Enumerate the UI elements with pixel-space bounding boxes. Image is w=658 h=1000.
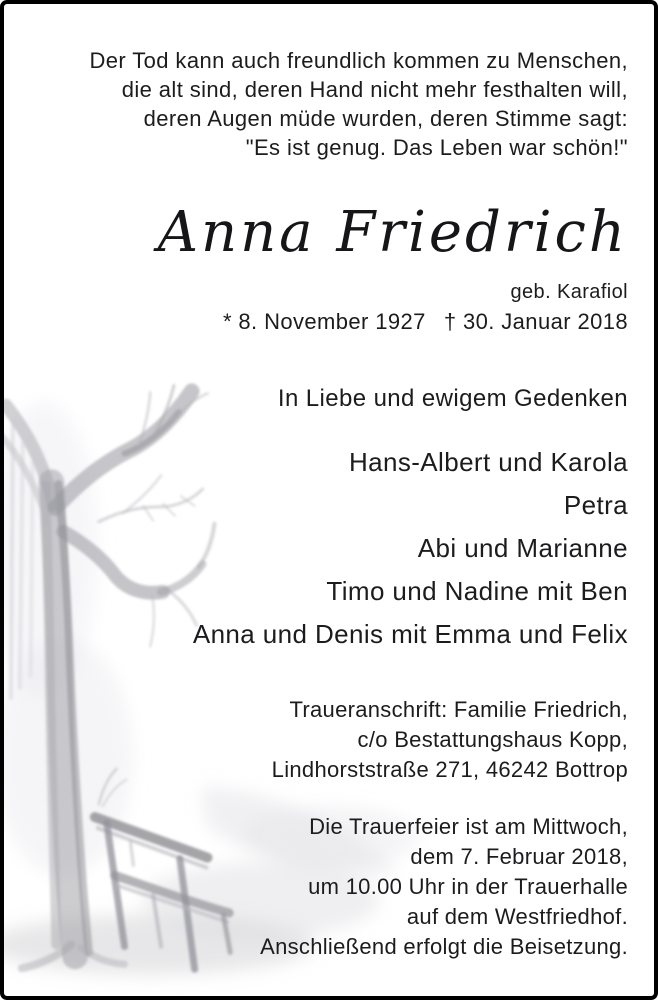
life-dates (4, 308, 628, 336)
opening-quote-line: Der Tod kann auch freundlich kommen zu Menschen, (89, 48, 628, 73)
address-line: c/o Bestattungshaus Kopp, (357, 727, 628, 752)
ceremony-line: Anschließend erfolgt die Beisetzung. (260, 934, 628, 959)
mourner-line: Hans-Albert und Karola (348, 447, 628, 477)
opening-quote (4, 46, 628, 162)
mourner-line: Petra (563, 490, 628, 520)
opening-quote-line: "Es ist genug. Das Leben war schön!" (245, 135, 628, 160)
opening-quote-line: deren Augen müde wurden, deren Stimme sagt: (143, 106, 628, 131)
death-date: † 30. Januar 2018 (443, 309, 628, 334)
ceremony-line: um 10.00 Uhr in der Trauerhalle (308, 874, 628, 899)
deceased-name: Anna Friedrich (157, 200, 628, 265)
address-line: Traueranschrift: Familie Friedrich, (289, 697, 628, 722)
birth-date: * 8. November 1927 (222, 309, 426, 334)
funeral-details (4, 812, 628, 962)
ceremony-line: dem 7. Februar 2018, (410, 844, 628, 869)
ceremony-line: Die Trauerfeier ist am Mittwoch, (309, 814, 628, 839)
mourners-list (4, 441, 628, 656)
ceremony-line: auf dem Westfriedhof. (406, 904, 628, 929)
dedication-text: In Liebe und ewigem Gedenken (277, 385, 628, 412)
mourning-address (4, 695, 628, 785)
maiden-name: geb. Karafiol (510, 281, 628, 303)
mourner-line: Abi und Marianne (417, 533, 628, 563)
opening-quote-line: die alt sind, deren Hand nicht mehr festhalten will, (121, 77, 628, 102)
address-line: Lindhorststraße 271, 46242 Bottrop (271, 757, 628, 782)
mourner-line: Timo und Nadine mit Ben (326, 576, 628, 606)
mourner-line: Anna und Denis mit Emma und Felix (192, 619, 628, 649)
